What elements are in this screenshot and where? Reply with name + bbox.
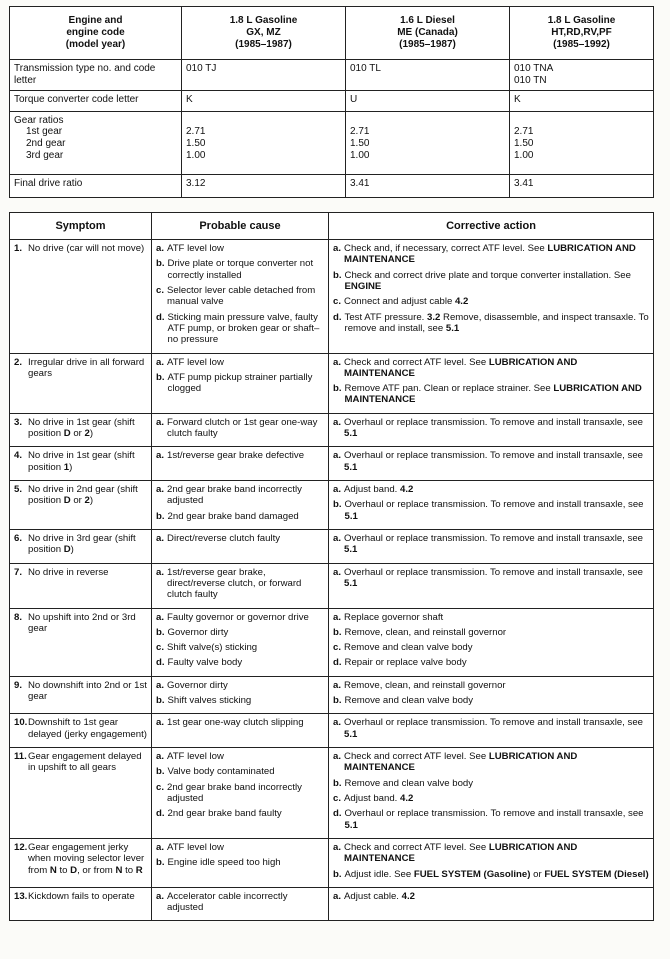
cause-item: d. Sticking main pressure valve, faulty ATF pump, or broken gear or shaft– no pressure <box>156 311 320 346</box>
action-header: Corrective action <box>329 213 654 240</box>
action-item: c. Connect and adjust cable 4.2 <box>333 296 469 308</box>
cause-item: b. Drive plate or torque converter not correctly installed <box>156 258 314 281</box>
symptom-number: 1. <box>14 243 23 254</box>
symptom-text: No upshift into 2nd or 3rd gear <box>28 611 136 634</box>
symptom-cell <box>10 353 152 413</box>
diag-header-row <box>10 213 654 240</box>
action-item: b. Check and correct drive plate and torque converter installation. See ENGINE <box>333 269 631 292</box>
action-item: a. Overhaul or replace transmission. To remove and install transaxle, see 5.1 <box>333 717 643 740</box>
action-item: a. Overhaul or replace transmission. To remove and install transaxle, see 5.1 <box>333 532 643 556</box>
cause-item: c. Shift valve(s) sticking <box>156 642 258 654</box>
symptom-number: 7. <box>14 566 23 578</box>
symptom-cell <box>10 748 152 839</box>
symptom-cell <box>10 887 152 921</box>
diag-body <box>10 240 654 921</box>
symptom-cell <box>10 447 152 481</box>
symptom-cell <box>10 413 152 447</box>
cause-item: d. 2nd gear brake band faulty <box>156 808 282 820</box>
cause-item: a. Forward clutch or 1st gear one-way clutch faulty <box>156 416 318 440</box>
symptom-text: No drive in reverse <box>28 566 109 578</box>
spec-label: Final drive ratio <box>10 174 182 197</box>
table-row <box>10 240 654 354</box>
cause-item: a. ATF level low <box>156 841 224 853</box>
cause-cell <box>152 748 329 839</box>
table-row <box>10 529 654 563</box>
cause-item: d. Faulty valve body <box>156 657 243 669</box>
action-item: a. Overhaul or replace transmission. To remove and install transaxle, see 5.1 <box>333 450 643 473</box>
cause-item: a. 2nd gear brake band incorrectly adjusted <box>156 484 302 507</box>
symptom-text: No drive in 2nd gear (shift position D or 2) <box>28 484 138 507</box>
action-item: a. Check and correct ATF level. See LUBRICATION AND MAINTENANCE <box>333 841 578 865</box>
symptom-cell <box>10 481 152 530</box>
action-cell <box>329 838 654 887</box>
action-item: d. Test ATF pressure. 3.2 Remove, disassemble, and inspect transaxle. To remove and install, see 5.1 <box>333 311 649 334</box>
table-row <box>10 887 654 921</box>
action-cell <box>329 608 654 676</box>
action-item: b. Remove and clean valve body <box>333 695 474 707</box>
symptom-cell <box>10 529 152 563</box>
action-item: a. Replace governor shaft <box>333 611 444 623</box>
action-cell <box>329 748 654 839</box>
spec-row-gear-ratios <box>10 111 654 174</box>
action-cell <box>329 413 654 447</box>
action-item: a. Remove, clean, and reinstall governor <box>333 679 506 691</box>
action-item: d. Repair or replace valve body <box>333 657 467 669</box>
symptom-cell <box>10 240 152 354</box>
cause-item: b. Valve body contaminated <box>156 766 275 778</box>
spec-header-label: Engine and engine code (model year) <box>10 7 182 60</box>
symptom-number: 5. <box>14 484 23 495</box>
symptom-number: 6. <box>14 532 23 544</box>
table-row <box>10 676 654 714</box>
cause-item: a. Accelerator cable incorrectly adjusted <box>156 890 288 914</box>
cause-item: a. 1st/reverse gear brake, direct/reverse clutch, or forward clutch faulty <box>156 566 302 601</box>
cause-item: a. Governor dirty <box>156 679 228 691</box>
table-row <box>10 608 654 676</box>
spec-header-col-3: 1.8 L Gasoline HT,RD,RV,PF (1985–1992) <box>510 7 654 60</box>
cause-item: a. ATF level low <box>156 751 224 762</box>
table-row <box>10 563 654 608</box>
symptom-cell <box>10 838 152 887</box>
table-row <box>10 353 654 413</box>
cause-item: a. Faulty governor or governor drive <box>156 611 309 623</box>
spec-row-transmission <box>10 60 654 91</box>
table-row <box>10 838 654 887</box>
action-item: a. Check and correct ATF level. See LUBRICATION AND MAINTENANCE <box>333 751 578 774</box>
cause-item: c. 2nd gear brake band incorrectly adjusted <box>156 781 302 804</box>
action-cell <box>329 676 654 714</box>
action-item: d. Overhaul or replace transmission. To remove and install transaxle, see 5.1 <box>333 808 644 831</box>
action-item: b. Adjust idle. See FUEL SYSTEM (Gasoline) or FUEL SYSTEM (Diesel) <box>333 868 649 880</box>
symptom-cell <box>10 714 152 748</box>
symptom-number: 9. <box>14 679 23 691</box>
cause-cell <box>152 529 329 563</box>
action-cell <box>329 353 654 413</box>
action-cell <box>329 887 654 921</box>
action-cell <box>329 481 654 530</box>
spec-value: 3.12 <box>182 174 346 197</box>
symptom-cell <box>10 676 152 714</box>
engine-spec-table <box>9 6 654 198</box>
cause-item: a. Direct/reverse clutch faulty <box>156 532 281 544</box>
cause-item: a. 1st gear one-way clutch slipping <box>156 717 304 729</box>
symptom-number: 3. <box>14 416 23 428</box>
action-item: a. Overhaul or replace transmission. To remove and install transaxle, see 5.1 <box>333 566 643 589</box>
action-cell <box>329 529 654 563</box>
symptom-text: No downshift into 2nd or 1st gear <box>28 679 147 703</box>
action-item: a. Adjust band. 4.2 <box>333 484 414 495</box>
cause-header: Probable cause <box>152 213 329 240</box>
spec-value: 3.41 <box>510 174 654 197</box>
cause-cell <box>152 608 329 676</box>
cause-item: b. Engine idle speed too high <box>156 857 281 869</box>
action-item: b. Overhaul or replace transmission. To remove and install transaxle, see 5.1 <box>333 499 644 522</box>
cause-cell <box>152 838 329 887</box>
table-row <box>10 481 654 530</box>
spec-header-row <box>10 7 654 60</box>
symptom-number: 8. <box>14 611 23 623</box>
cause-cell <box>152 563 329 608</box>
symptom-text: No drive (car will not move) <box>28 243 145 254</box>
cause-cell <box>152 481 329 530</box>
cause-cell <box>152 447 329 481</box>
spec-value: 010 TJ <box>182 60 346 91</box>
spec-row-torque-converter <box>10 90 654 111</box>
cause-item: b. ATF pump pickup strainer partially clogged <box>156 371 313 395</box>
table-row <box>10 447 654 481</box>
symptom-number: 11. <box>14 751 27 762</box>
cause-item: c. Selector lever cable detached from manual valve <box>156 284 316 308</box>
cause-item: a. 1st/reverse gear brake defective <box>156 450 305 462</box>
cause-cell <box>152 676 329 714</box>
spec-label: Gear ratios 1st gear 2nd gear 3rd gear <box>10 111 182 174</box>
action-item: b. Remove ATF pan. Clean or replace strainer. See LUBRICATION AND MAINTENANCE <box>333 383 642 406</box>
spec-value: 3.41 <box>346 174 510 197</box>
cause-item: b. Governor dirty <box>156 626 229 638</box>
table-row <box>10 748 654 839</box>
spec-value: K <box>510 90 654 111</box>
symptom-cell <box>10 608 152 676</box>
action-item: c. Remove and clean valve body <box>333 642 473 654</box>
table-row <box>10 714 654 748</box>
symptom-number: 2. <box>14 356 23 368</box>
symptom-cell <box>10 563 152 608</box>
action-item: a. Adjust cable. 4.2 <box>333 890 415 902</box>
table-row <box>10 413 654 447</box>
symptom-text: Gear engagement delayed in upshift to all gears <box>28 751 142 774</box>
symptom-text: Downshift to 1st gear delayed (jerky engagement) <box>28 717 147 740</box>
spec-value: 010 TL <box>346 60 510 91</box>
spec-header-col-2: 1.6 L Diesel ME (Canada) (1985–1987) <box>346 7 510 60</box>
cause-item: b. Shift valves sticking <box>156 695 252 707</box>
spec-label: Transmission type no. and code letter <box>10 60 182 91</box>
cause-cell <box>152 353 329 413</box>
action-item: c. Adjust band. 4.2 <box>333 792 414 804</box>
symptom-text: Kickdown fails to operate <box>28 890 135 902</box>
spec-value: K <box>182 90 346 111</box>
action-cell <box>329 714 654 748</box>
spec-value: 2.71 1.50 1.00 <box>346 111 510 174</box>
spec-value: 2.71 1.50 1.00 <box>510 111 654 174</box>
cause-item: a. ATF level low <box>156 356 224 368</box>
symptom-number: 13. <box>14 890 28 902</box>
cause-item: a. ATF level low <box>156 243 224 254</box>
symptom-number: 4. <box>14 450 23 462</box>
spec-header-col-1: 1.8 L Gasoline GX, MZ (1985–1987) <box>182 7 346 60</box>
symptom-text: Irregular drive in all forward gears <box>28 356 145 379</box>
cause-item: b. 2nd gear brake band damaged <box>156 510 299 522</box>
spec-value: U <box>346 90 510 111</box>
diagnosis-table <box>9 212 654 921</box>
cause-cell <box>152 887 329 921</box>
symptom-text: No drive in 1st gear (shift position 1) <box>28 450 135 473</box>
spec-value: 2.71 1.50 1.00 <box>182 111 346 174</box>
cause-cell <box>152 413 329 447</box>
action-cell <box>329 240 654 354</box>
symptom-number: 10. <box>14 717 28 729</box>
symptom-text: No drive in 1st gear (shift position D or 2) <box>28 416 135 440</box>
action-item: b. Remove and clean valve body <box>333 777 474 789</box>
cause-cell <box>152 714 329 748</box>
symptom-number: 12. <box>14 841 28 853</box>
action-item: a. Check and correct ATF level. See LUBRICATION AND MAINTENANCE <box>333 356 578 379</box>
action-cell <box>329 447 654 481</box>
symptom-text: Gear engagement jerky when moving selector lever from N to D, or from N to R <box>28 841 145 876</box>
action-item: a. Check and, if necessary, correct ATF level. See LUBRICATION AND MAINTENANCE <box>333 243 636 266</box>
action-cell <box>329 563 654 608</box>
symptom-header: Symptom <box>10 213 152 240</box>
action-item: b. Remove, clean, and reinstall governor <box>333 626 507 638</box>
spec-row-final-drive <box>10 174 654 197</box>
cause-cell <box>152 240 329 354</box>
spec-label: Torque converter code letter <box>10 90 182 111</box>
action-item: a. Overhaul or replace transmission. To remove and install transaxle, see 5.1 <box>333 416 643 440</box>
spec-value: 010 TNA 010 TN <box>510 60 654 91</box>
symptom-text: No drive in 3rd gear (shift position D) <box>28 532 136 556</box>
